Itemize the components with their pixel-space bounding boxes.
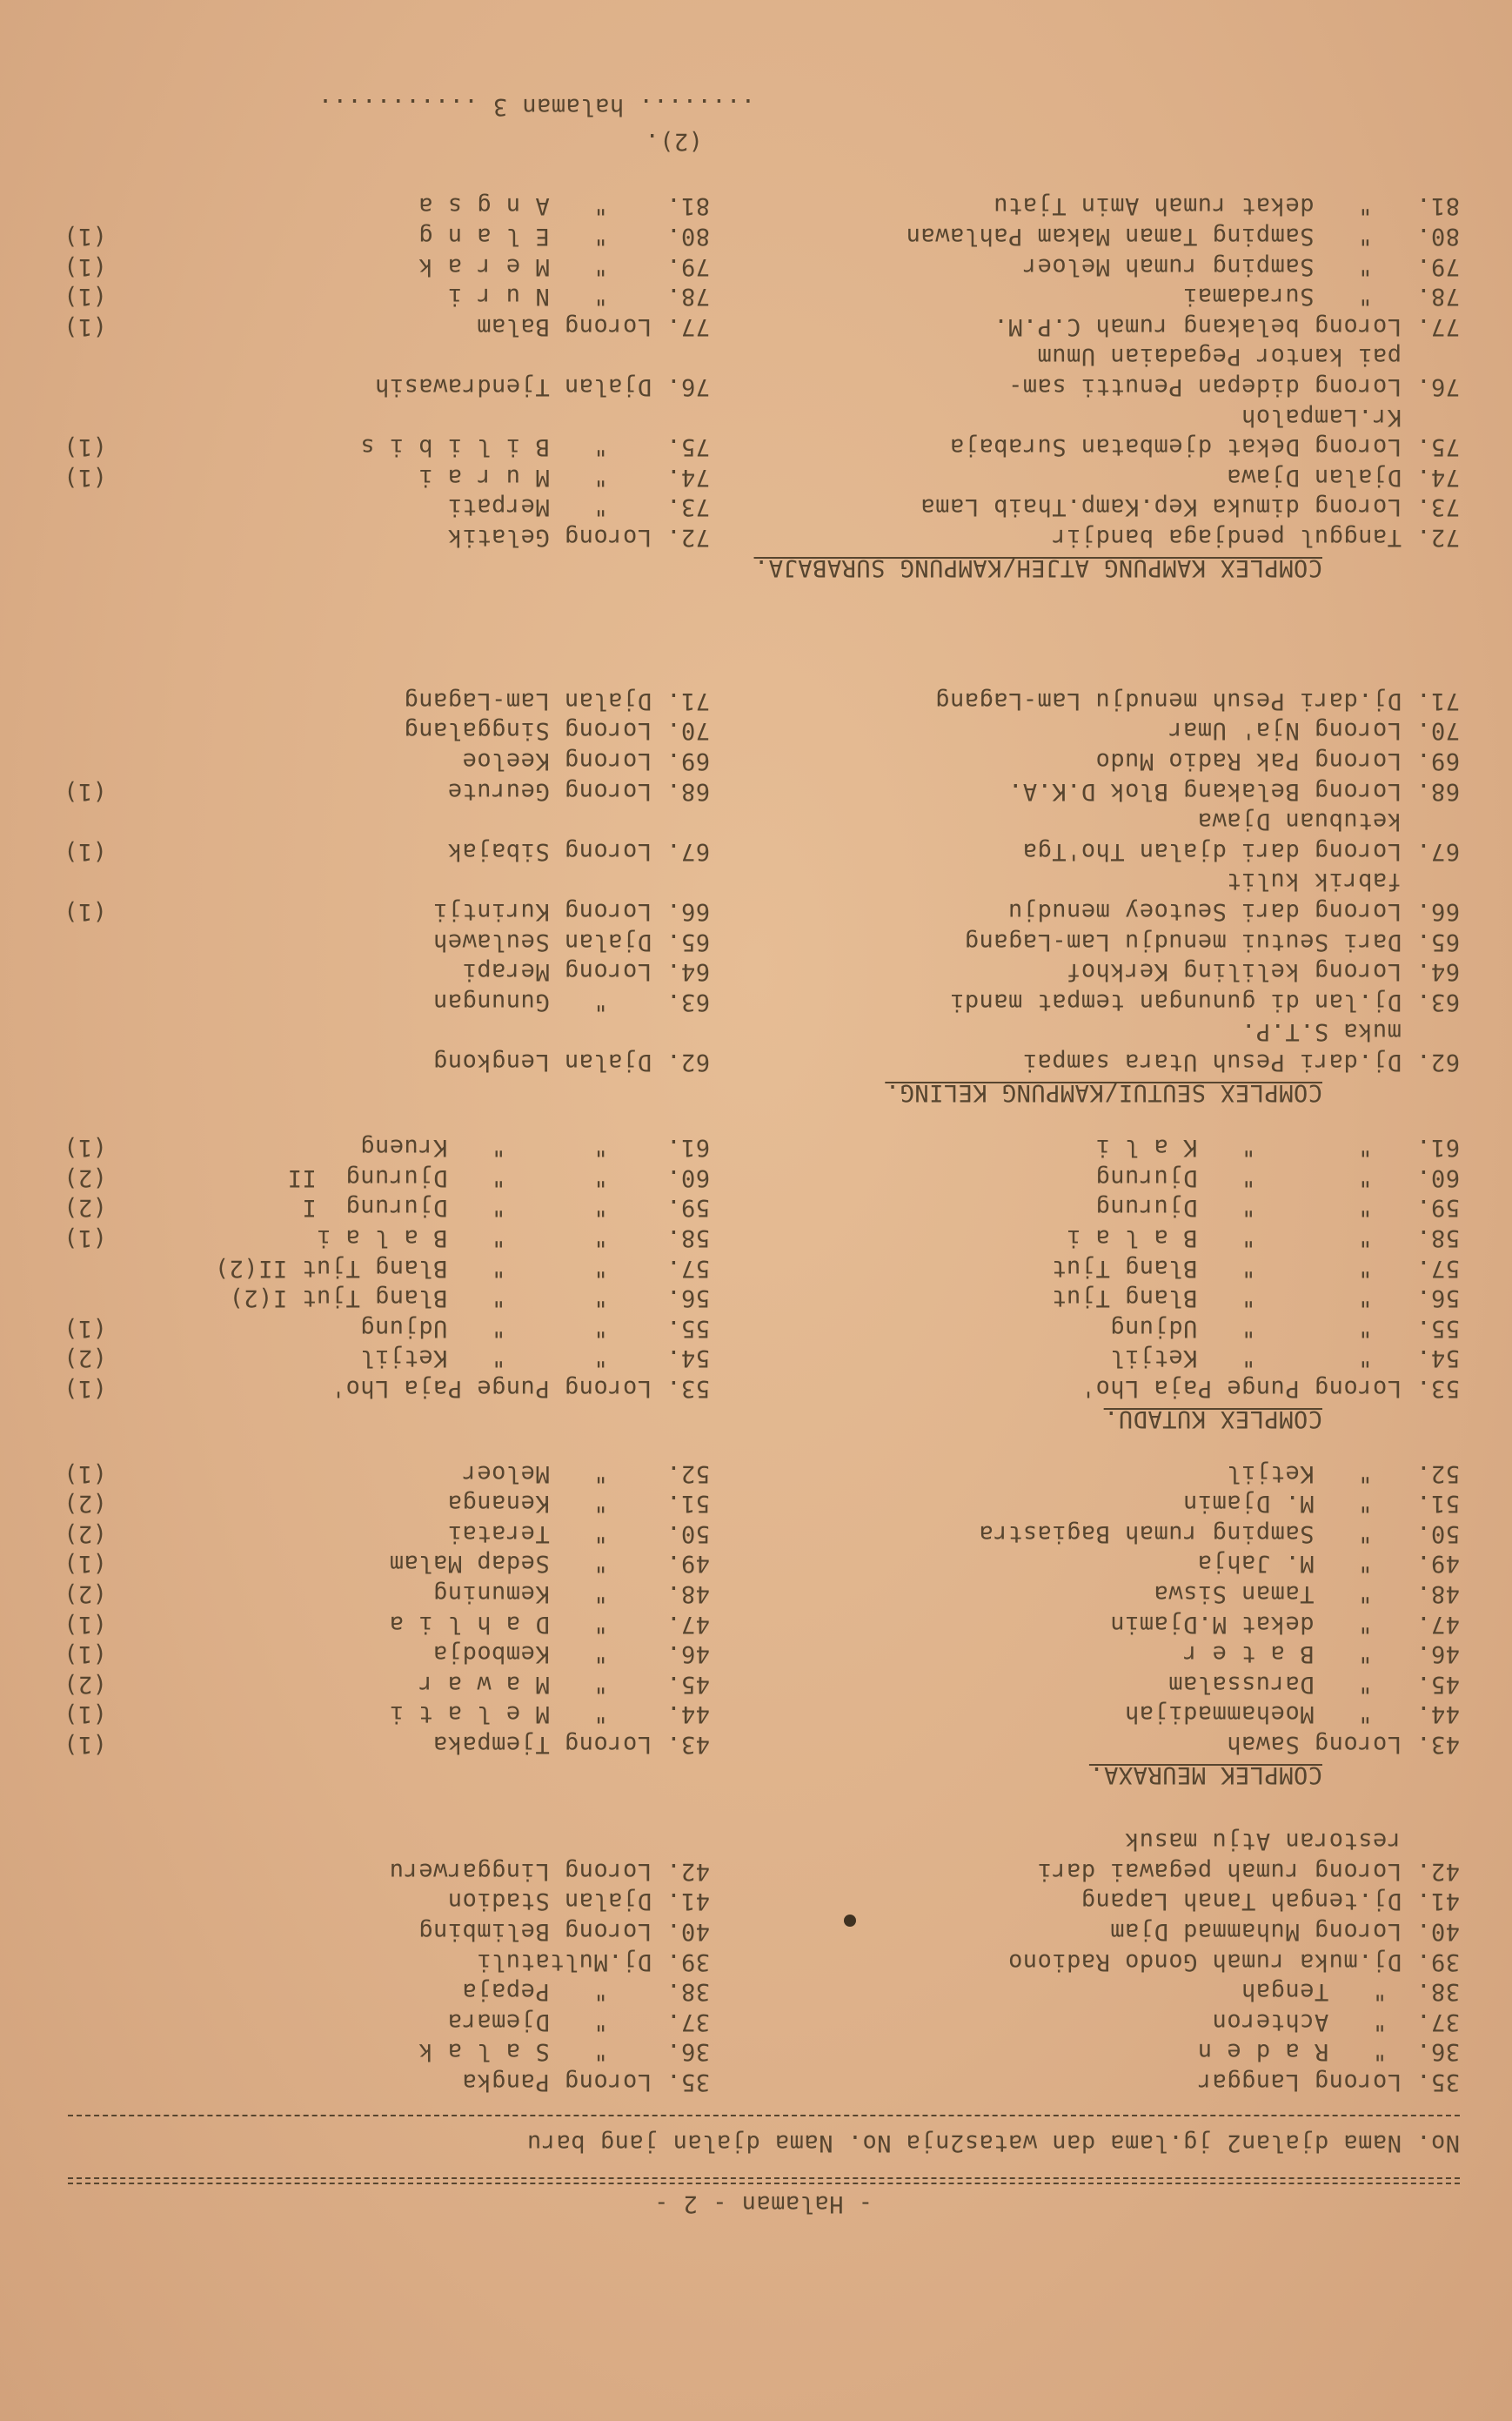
old-street-name: 51. " M. Djamin [1182,1490,1460,1518]
count-mark: (1) [63,1314,107,1342]
section-title-meuraxa: COMPLEK MEURAXA. [1088,1761,1322,1788]
old-street-name: pai kantor Pegadaian Umum [1037,343,1460,371]
count-mark: (1) [63,1459,107,1487]
table-header: No. Nama djalan2 jg.lama dan watas2nja No. Nama djalan jang baru [526,2129,1460,2156]
new-street-name: 65. Djalan Seulaweh [432,928,710,956]
new-street-name: 74. " M u r a i [418,463,710,491]
new-street-name: 57. " " Blang Tjut II(2) [214,1254,710,1282]
old-street-name: 37. " Achteron [1212,2008,1460,2035]
old-street-name: 70. Lorong Nja' Umar [1167,717,1460,745]
count-mark: (1) [63,1224,107,1251]
count-mark: (1) [63,1550,107,1578]
new-street-name: 77. Lorong Balam [476,312,710,340]
new-street-name: 72. Lorong Gelatik [447,524,710,551]
old-street-name: 50. " Samping rumah Bagiastra [979,1519,1460,1547]
new-street-name: 49. " Sedap Malam [389,1550,710,1578]
new-street-name: 64. Lorong Merapi [462,958,710,986]
section-title-kutadu: COMPLEX KUTADU. [1103,1405,1322,1432]
new-street-name: 37. " Djemara [447,2008,710,2035]
count-mark: (1) [63,223,107,250]
new-street-name: 69. Lorong Keeloe [462,748,710,775]
new-street-name: 55. " " Udjung [359,1314,710,1342]
count-mark: (1) [63,898,107,925]
new-street-name: 46. " Kembodja [432,1640,710,1668]
old-street-name: 49. " M. Jahja [1197,1550,1460,1578]
new-street-name: 44. " M e l a t i [389,1700,710,1728]
old-street-name: 56. " " Blang Tjut [1051,1284,1460,1312]
count-mark: (2) [63,1345,107,1372]
new-street-name: 54. " " Ketjil [359,1345,710,1372]
new-street-name: 58. " " B a l a i [316,1224,710,1251]
new-street-name: 63. " Gunungan [432,988,710,1016]
count-mark: (1) [63,252,107,280]
old-street-name: 74. Djalan Djawa [1226,463,1460,491]
continued-note: ........ halaman 3 ........... [318,93,755,120]
new-street-name: 79. " M e r a k [418,252,710,280]
old-street-name: 57. " " Blang Tjut [1051,1254,1460,1282]
old-street-name: 64. Lorong keliling Kerkhof [1066,958,1460,986]
old-street-name: 47. " dekat M.Djamin [1109,1610,1460,1638]
new-street-name: 78. " N u r i [447,283,710,311]
count-mark: (1) [63,463,107,491]
section-title-atjeh: COMPLEX KAMPUNG ATJEH/KAMPUNG SURABAJA. [753,554,1322,581]
old-street-name: 65. Dari Seutui menudju Lam-Lagang [964,928,1460,956]
new-street-name: 50. " Teratai [447,1519,710,1547]
old-street-name: 72. Tanggul pendjaga bandjir [1051,524,1460,551]
old-street-name: 81. " dekat rumah Amin Tjatu [993,192,1460,220]
old-street-name: 63. Dj.lan di gunungan tempat mandi [949,988,1460,1016]
new-street-name: 38. " Pepaja [462,1978,710,2006]
new-street-name: 47. " D a h l i a [389,1610,710,1638]
new-street-name: 39. Dj.Multatuli [476,1948,710,1975]
new-street-name: 67. Lorong Sibajak [447,837,710,865]
old-street-name: 75. Lorong Dekat djembatan Surabaja [949,433,1460,461]
new-street-name: 68. Lorong Geurute [447,777,710,805]
page-number-label: - Halaman - 2 - [653,2190,873,2217]
old-street-name: 42. Lorong rumah pegawai dari [1037,1857,1460,1885]
old-street-name: 36. " R a d e n [1197,2038,1460,2066]
old-street-name: restoran Atju masuk [1124,1827,1460,1855]
old-street-name: 58. " " B a l a i [1066,1224,1460,1251]
count-mark: (2) [63,1670,107,1698]
old-street-name: 48. " Taman Siswa [1154,1580,1460,1607]
new-street-name: 80. " E l a n g [418,223,710,250]
new-street-name: 51. " Kenanga [447,1490,710,1518]
new-street-name: 76. Djalan Tjendrawasih [374,373,710,400]
old-street-name: 60. " " Djurung [1095,1164,1460,1191]
count-mark: (1) [63,1640,107,1668]
double-rule-top-1 [68,2183,1460,2184]
count-mark: (2) [63,1164,107,1191]
old-street-name: 78. " Suradamai [1182,283,1460,311]
new-street-name: 81. " A n g s a [418,192,710,220]
new-street-name: 66. Lorong Kurintji [432,898,710,925]
new-street-name: 53. Lorong Punge Paja Lho' [331,1375,710,1402]
new-street-name: 59. " " Djurung I [301,1194,710,1222]
old-street-name: 79. " Samping rumah Meloer [1022,252,1460,280]
count-mark: (2) [63,1580,107,1607]
old-street-name: 77. Lorong belakang rumah C.P.M. [993,312,1460,340]
new-street-name: 43. Lorong Tjempaka [432,1731,710,1758]
old-street-name: 39. Dj.muka rumah Gondo Radiono [1007,1948,1460,1975]
old-street-name: 54. " " Ketjil [1109,1345,1460,1372]
old-street-name: 76. Lorong didepan Penutti sam- [1007,373,1460,400]
old-street-name: ketubuan Djawa [1197,808,1460,835]
new-street-name: 40. Lorong Belimbing [418,1918,710,1945]
new-street-name: 71. Djalan Lam-Lagang [404,687,710,714]
new-street-name: 42. Lorong Linggarweru [389,1857,710,1885]
new-street-name: 61. " " Krueng [359,1134,710,1162]
count-mark: (1) [63,1731,107,1758]
old-street-name: 59. " " Djurung [1095,1194,1460,1222]
new-street-name: 35. Lorong Pangka [462,2069,710,2096]
old-street-name: 43. Lorong Sawah [1226,1731,1460,1758]
new-street-name: 56. " " Blang Tjut I(2) [229,1284,710,1312]
old-street-name: 45. " Darussalam [1167,1670,1460,1698]
new-street-name: 36. " S a l a k [418,2038,710,2066]
old-street-name: 40. Lorong Muhammad Djam [1109,1918,1460,1945]
old-street-name: Kr.Lampaloh [1241,403,1460,431]
old-street-name: 68. Lorong Belakang Blok D.K.A. [1007,777,1460,805]
new-street-name: 48. " Kemuning [432,1580,710,1607]
old-street-name: 61. " " K a l i [1095,1134,1460,1162]
new-street-name: 73. " Merpati [447,493,710,521]
new-street-name: 45. " M a w a r [418,1670,710,1698]
old-street-name: 52. " Ketjil [1226,1459,1460,1487]
old-street-name: 69. Lorong Pak Radio Mudo [1095,748,1460,775]
old-street-name: 73. Lorong dimuka Kep.Kamp.Thaib Lama [920,493,1460,521]
count-mark: (1) [63,312,107,340]
old-street-name: 67. Lorong dari djalan Tho'Tga [1022,837,1460,865]
new-street-name: 70. Lorong Singgalang [404,717,710,745]
section-title-seutui: COMPLEX SEUTUI/KAMPUNG KELING. [885,1079,1322,1106]
old-street-name: 66. Lorong dari Seutoey menudju [1007,898,1460,925]
old-street-name: 55. " " Udjung [1109,1314,1460,1342]
count-mark: (1) [63,837,107,865]
count-mark: (1) [63,1375,107,1402]
count-mark: (1) [63,777,107,805]
old-street-name: 53. Lorong Punge Paja Lho' [1080,1375,1460,1402]
old-street-name: 80. " Samping Taman Makam Pahlawan [906,223,1460,250]
old-street-name: 41. Dj.tengah Tanah Lapang [1080,1888,1460,1915]
double-rule-top-2 [68,2177,1460,2179]
old-street-name: 44. " Moehammadijah [1124,1700,1460,1728]
count-mark: (1) [63,1610,107,1638]
old-street-name: muka S.T.P. [1241,1018,1460,1046]
old-street-name: 38. " Tengah [1241,1978,1460,2006]
old-street-name: 62. Dj.dari Pesuh Utara sampai [1022,1049,1460,1076]
count-mark: (2) [63,1519,107,1547]
new-street-name: 75. " B i l i b i s [359,433,710,461]
old-street-name: 35. Lorong Langgar [1197,2069,1460,2096]
count-mark: (1) [63,1700,107,1728]
closing-mark: (2). [644,128,703,155]
new-street-name: 62. Djalan Lengkong [432,1049,710,1076]
old-street-name: 71. Dj.dari Pesuh menudju Lam-Lagang [934,687,1460,714]
new-street-name: 41. Djalan Stadion [447,1888,710,1915]
new-street-name: 52. " Meloer [462,1459,710,1487]
old-street-name: fabrik kulit [1226,868,1460,895]
count-mark: (1) [63,433,107,461]
count-mark: (1) [63,1134,107,1162]
header-rule [68,2115,1460,2116]
old-street-name: 46. " B a t e r [1182,1640,1460,1668]
count-mark: (2) [63,1194,107,1222]
ink-blot [844,1915,856,1927]
count-mark: (1) [63,283,107,311]
new-street-name: 60. " " Djurung II [287,1164,710,1191]
count-mark: (2) [63,1490,107,1518]
